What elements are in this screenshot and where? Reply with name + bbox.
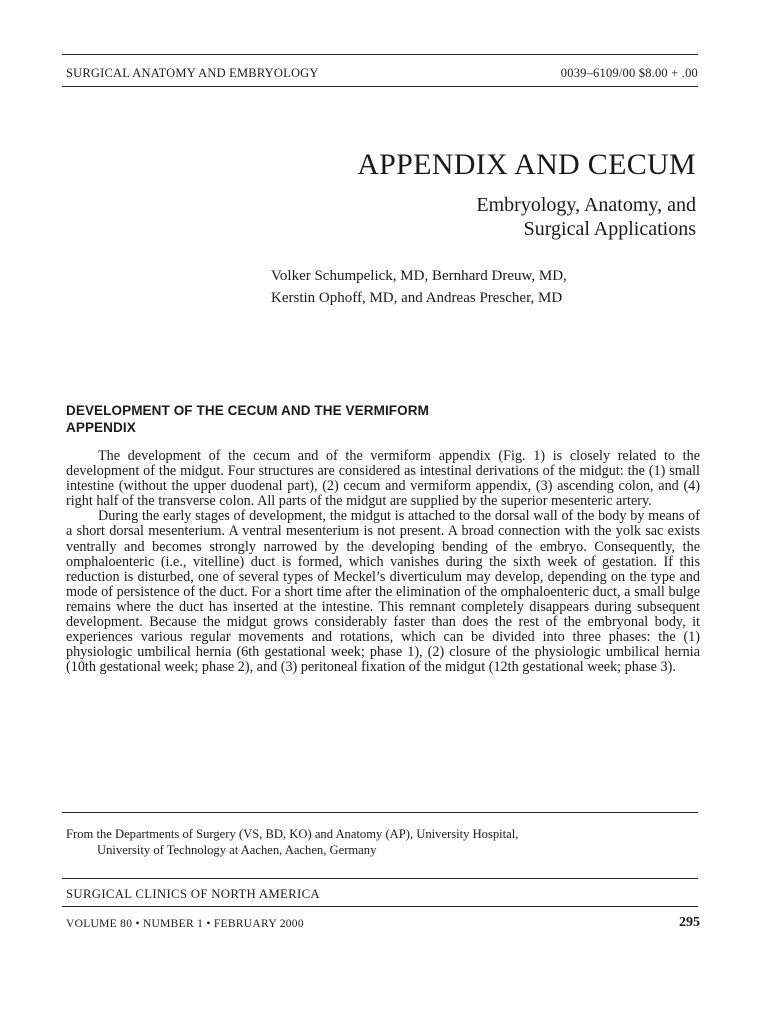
article-subtitle-line-2: Surgical Applications [523, 218, 696, 240]
header-top-rule [62, 54, 698, 55]
article-subtitle-line-1: Embryology, Anatomy, and [476, 194, 696, 216]
header-bottom-rule [62, 86, 698, 87]
journal-footer-rule [62, 878, 698, 879]
volume-info: VOLUME 80 • NUMBER 1 • FEBRUARY 2000 [66, 918, 304, 930]
running-header-title: SURGICAL ANATOMY AND EMBRYOLOGY [66, 66, 319, 80]
article-title: APPENDIX AND CECUM [357, 148, 696, 181]
section-heading-line-2: APPENDIX [66, 420, 136, 435]
section-body [66, 449, 700, 675]
article-subtitle [476, 193, 696, 241]
footnote-line-1: From the Departments of Surgery (VS, BD, KO) and Anatomy (AP), University Hospital, [66, 827, 519, 841]
page-number: 295 [679, 915, 700, 930]
journal-name: SURGICAL CLINICS OF NORTH AMERICA [66, 887, 320, 901]
journal-name-underline [62, 906, 698, 907]
authors-line-2: Kerstin Ophoff, MD, and Andreas Prescher, MD [271, 290, 563, 306]
affiliation-footnote [66, 826, 706, 858]
running-header-price-code: 0039–6109/00 $8.00 + .00 [560, 66, 698, 80]
article-authors [271, 265, 567, 309]
footnote-line-2: University of Technology at Aachen, Aachen, Germany [97, 843, 377, 857]
body-paragraph-1: The development of the cecum and of the vermiform appendix (Fig. 1) is closely related to the development of the midgut. Four structures are considered as intestinal derivations of the midgut: the (1) small intestine (without the upper duodenal part), (2) cecum and vermiform appendix, (3) ascending colon, and (4) right half of the transverse colon. All parts of the midgut are supplied by the superior mesenteric artery. [66, 448, 700, 510]
body-paragraph-2: During the early stages of development, the midgut is attached to the dorsal wall of the body by means of a short dorsal mesenterium. A ventral mesenterium is not present. A broad connection with the yolk sac exists ventrally and becomes strongly narrowed by the developing bending of the embryo. Consequently, the omphaloenteric (i.e., vitelline) duct is formed, which vanishes during the sixth week of gestation. If this reduction is disturbed, one of several types of Meckel’s diverticulum may develop, depending on the type and mode of persistence of the duct. For a short time after the elimination of the omphaloenteric duct, a small bulge remains where the duct has inserted at the intestine. This remnant completely disappears during subsequent development. Because the midgut grows considerably faster than does the rest of the embryonal body, it experiences various regular movements and rotations, which can be divided into three phases: the (1) physiologic umbilical hernia (6th gestational week; phase 1), (2) closure of the physiologic umbilical hernia (10th gestational week; phase 2), and (3) peritoneal fixation of the midgut (12th gestational week; phase 3). [66, 508, 700, 676]
section-heading-line-1: DEVELOPMENT OF THE CECUM AND THE VERMIFORM [66, 403, 429, 418]
section-heading [66, 402, 626, 436]
authors-line-1: Volker Schumpelick, MD, Bernhard Dreuw, MD, [271, 268, 567, 284]
footnote-rule [62, 812, 698, 813]
